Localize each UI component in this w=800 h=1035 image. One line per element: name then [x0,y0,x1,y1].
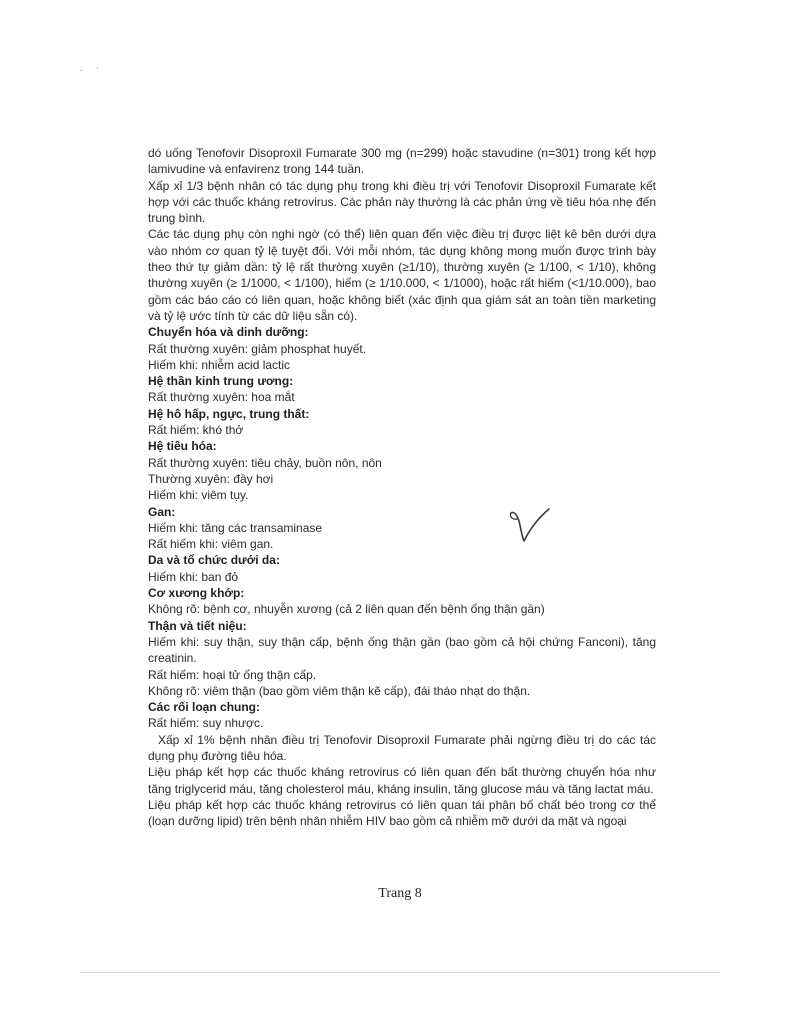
heading-respiratory: Hệ hô hấp, ngực, trung thất: [148,406,310,421]
heading-skin: Da và tổ chức dưới da: [148,553,280,568]
heading-liver: Gan: [148,504,176,519]
list-item: Hiếm khi: viêm tụy. [148,488,249,503]
heading-nervous-system: Hệ thần kinh trung ương: [148,374,294,389]
list-item: Rất hiếm: hoại tử ống thận cấp. [148,667,317,682]
heading-general-disorders: Các rối loạn chung: [148,700,261,715]
list-item: Không rõ: bệnh cơ, nhuyễn xương (cả 2 liên quan đến bệnh ống thận gần) [148,602,545,617]
paragraph-study-intro: dó uống Tenofovir Disoproxil Fumarate 300 mg (n=299) hoặc stavudine (n=301) trong kết hợp lamivudine và enfavirenz trong 144 tuần. [148,146,656,177]
page-body [148,145,656,829]
list-item: Thường xuyên: đầy hơi [148,471,274,486]
list-item: Hiếm khi: ban đỏ [148,569,239,584]
heading-metabolism: Chuyển hóa và dinh dưỡng: [148,325,309,340]
page-number: Trang 8 [378,886,422,901]
paragraph-lipodystrophy: Liệu pháp kết hợp các thuốc kháng retrovirus có liên quan tái phân bố chất béo trong cơ thể (loạn dưỡng lipid) trên bệnh nhân nhiễm HIV bao gồm cả nhiễm mỡ dưới da mặt và ngoại [148,797,656,829]
list-item: Rất thường xuyên: tiêu chảy, buồn nôn, nôn [148,455,382,470]
list-item: Rất hiếm: suy nhược. [148,716,264,731]
paragraph-metabolic-abnormalities: Liệu pháp kết hợp các thuốc kháng retrovirus có liên quan đến bất thường chuyển hóa như tăng triglycerid máu, tăng cholesterol máu, kháng insulin, tăng glucose máu và tăng lactat máu. [148,765,656,796]
list-item: Rất hiếm: khó thở [148,423,244,438]
list-item: Hiếm khi: suy thận, suy thận cấp, bệnh ống thận gần (bao gồm cả hội chứng Fanconi), tăng creatinin. [148,634,656,666]
paragraph-side-effect-frequency: Xấp xỉ 1/3 bệnh nhân có tác dụng phụ trong khi điều trị với Tenofovir Disoproxil Fumarate kết hợp với các thuốc kháng retrovirus. Các phản này thường là các phản ứng về tiêu hóa nhẹ đến trung bình. [148,178,656,226]
list-item: Không rõ: viêm thận (bao gồm viêm thận kẽ cấp), đái tháo nhạt do thận. [148,683,531,698]
heading-renal: Thận và tiết niệu: [148,618,247,633]
list-item: Rất thường xuyên: giảm phosphat huyết. [148,341,367,356]
list-item: Hiếm khi: tăng các transaminase [148,520,323,535]
paragraph-discontinuation: Xấp xỉ 1% bệnh nhân điều trị Tenofovir Disoproxil Fumarate phải ngừng điều trị do các tác dụng phụ đường tiêu hóa. [148,732,656,763]
list-item: Rất hiếm khi: viêm gan. [148,537,274,552]
paragraph-frequency-definitions: Các tác dụng phụ còn nghi ngờ (có thể) liên quan đến việc điều trị được liệt kê bên dưới dựa vào nhóm cơ quan tỷ lệ tuyệt đối. Với mỗi nhóm, tác dụng không mong muốn được trình bày theo thứ tự giảm dần: tỷ lệ rất thường xuyên (≥1/10), thường xuyên (≥ 1/100, < 1/10), không thường xuyên (≥ 1/1000, < 1/100), hiếm (≥ 1/10.000, < 1/1000), hoặc rất hiếm (<1/10.000), bao gồm các báo cáo có liên quan, hoặc không biết (xác định qua giám sát an toàn tiền marketing và tỷ lệ ước tính từ các dữ liệu sẵn có). [148,227,656,323]
heading-musculoskeletal: Cơ xương khớp: [148,586,245,601]
heading-digestive: Hệ tiêu hóa: [148,439,217,454]
list-item: Rất thường xuyên: hoa mắt [148,390,295,405]
list-item: Hiếm khi: nhiễm acid lactic [148,357,291,372]
scan-artifact: - ' [80,66,105,75]
handwritten-initial-mark [505,505,553,545]
footer-divider [80,972,720,973]
